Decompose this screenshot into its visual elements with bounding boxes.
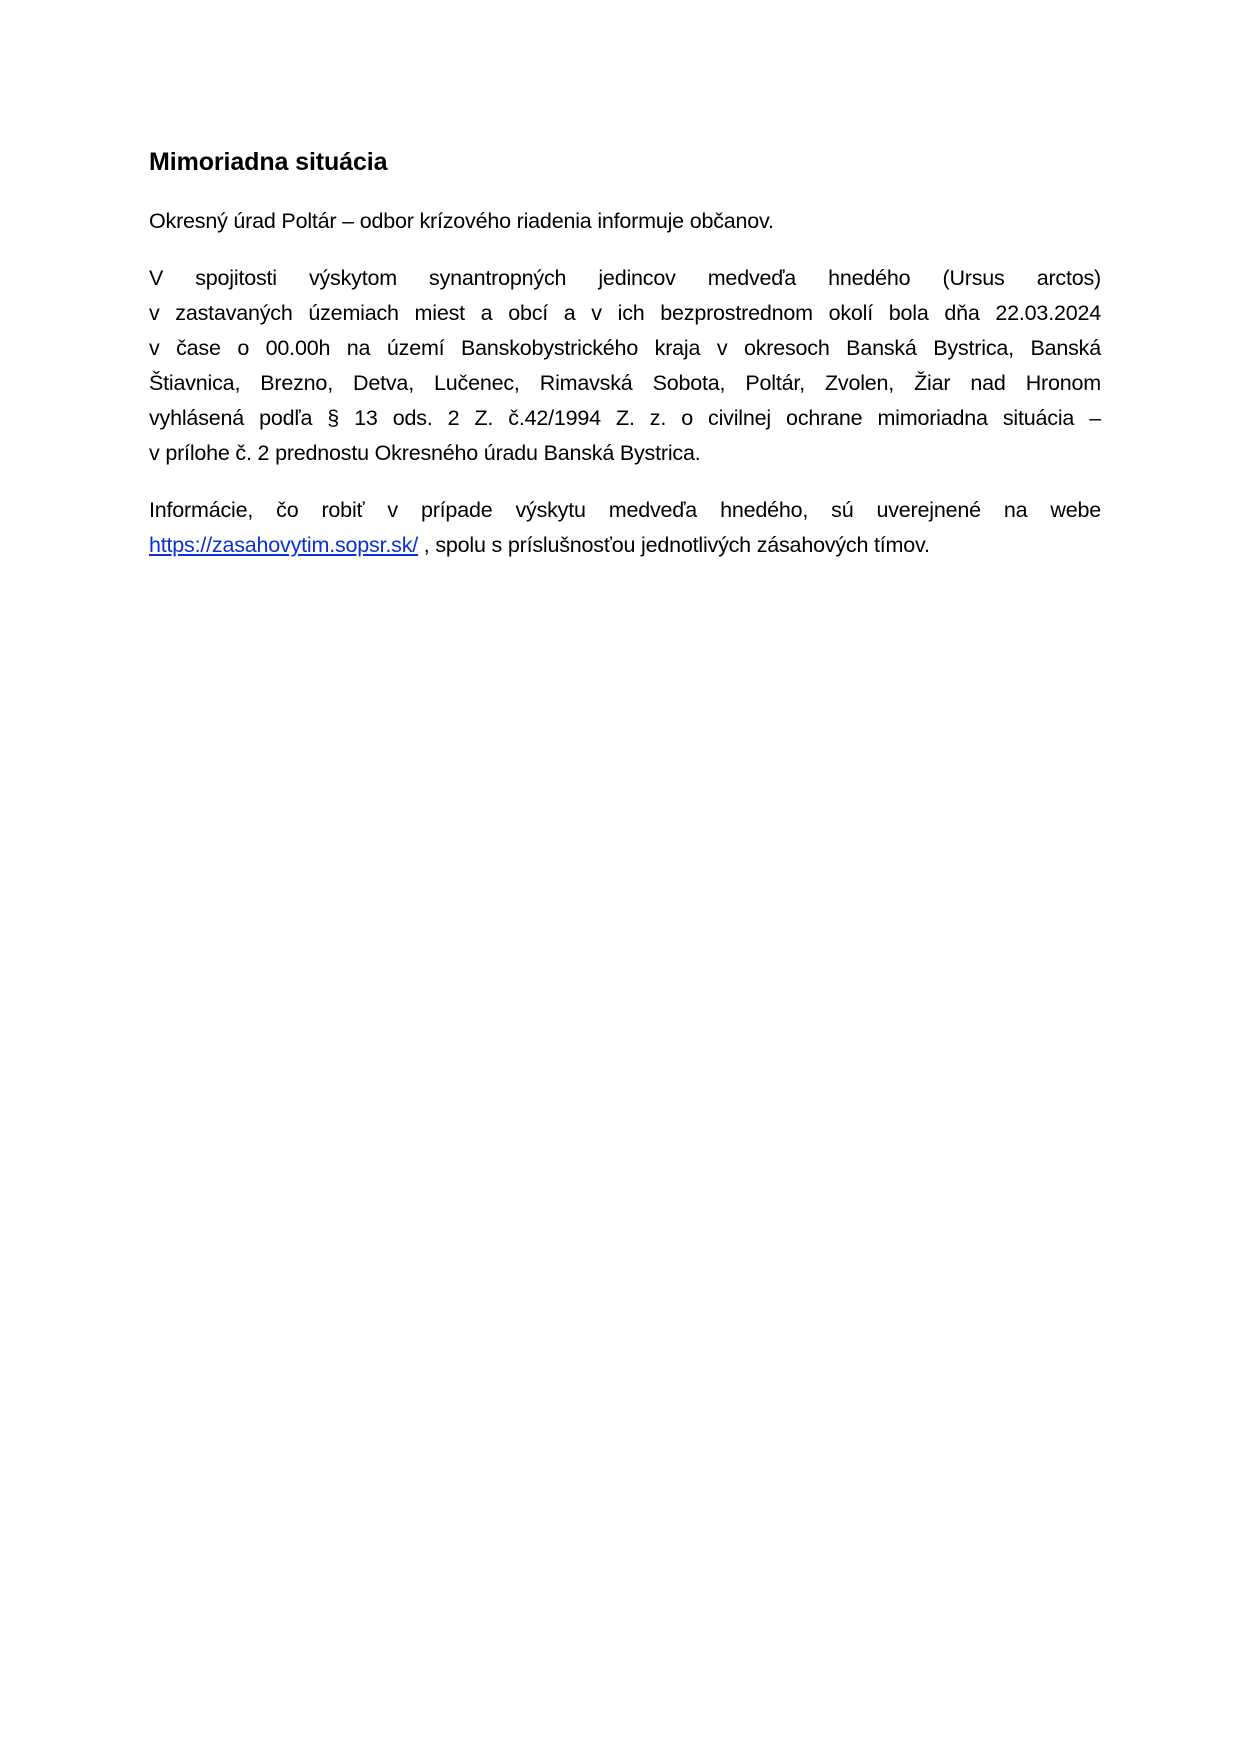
info-line: Informácie, čo robiť v prípade výskytu medveďa hnedého, sú uverejnené na webe [149,498,1101,522]
intro-text: Okresný úrad Poltár – odbor krízového riadenia informuje občanov. [149,209,774,233]
declaration-line: Štiavnica, Brezno, Detva, Lučenec, Rimavská Sobota, Poltár, Zvolen, Žiar nad Hronom [149,371,1101,395]
info-paragraph [149,493,1101,563]
info-line-2 [149,528,1101,563]
document-content [149,146,1101,585]
info-line-2-text: , spolu s príslušnosťou jednotlivých zásahových tímov. [418,533,930,557]
declaration-line: v zastavaných územiach miest a obcí a v ich bezprostrednom okolí bola dňa 22.03.2024 [149,301,1101,325]
declaration-paragraph [149,261,1101,471]
intro-paragraph [149,204,1101,239]
document-title: Mimoriadna situácia [149,148,388,176]
declaration-line: vyhlásená podľa § 13 ods. 2 Z. č.42/1994 Z. z. o civilnej ochrane mimoriadna situácia – [149,406,1101,430]
declaration-line: V spojitosti výskytom synantropných jedincov medveďa hnedého (Ursus arctos) [149,266,1101,290]
declaration-line: v prílohe č. 2 prednostu Okresného úradu Banská Bystrica. [149,441,701,465]
sopsr-link[interactable]: https://zasahovytim.sopsr.sk/ [149,533,419,557]
declaration-line: v čase o 00.00h na území Banskobystrického kraja v okresoch Banská Bystrica, Banská [149,336,1101,360]
